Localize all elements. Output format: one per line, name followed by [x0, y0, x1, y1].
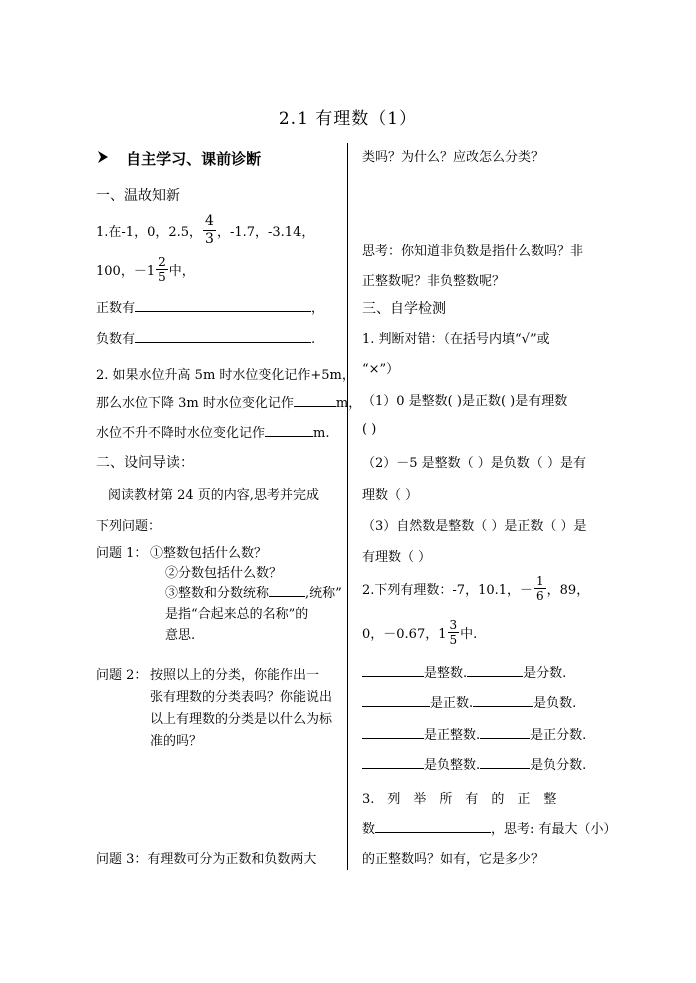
classify-row-4: 是负整数. 是负分数.	[362, 754, 586, 773]
judge-item-2: （2）－5 是整数（ ）是负数（ ）是有	[362, 456, 586, 471]
fraction-three-fifths: $\frac{3}{5}$	[449, 617, 458, 647]
answer-blank[interactable]	[480, 726, 530, 739]
answer-blank[interactable]	[362, 756, 424, 769]
problem-1-item-2: ②分数包括什么数？	[165, 566, 283, 581]
question-1-line-2: 100，－1 $\frac{2}{5}$ 中，	[96, 254, 195, 284]
answer-blank[interactable]	[467, 664, 523, 677]
answer-blank[interactable]	[265, 424, 313, 437]
fraction-one-sixth: $\frac{1}{6}$	[536, 573, 544, 603]
enumerate-question-cont: 数 ，思考: 有最大（小）	[362, 822, 617, 837]
problem-1-item-3-end: 意思.	[165, 628, 196, 643]
judge-item-1-cont: ( )	[362, 422, 377, 437]
problem-2-label: 问题 2：	[96, 668, 148, 683]
answer-blank[interactable]	[135, 299, 311, 312]
judge-instruction: 1. 判断对错：（在括号内填“√”或	[362, 332, 550, 347]
question-2-line-2: 那么水位下降 3m 时水位变化记作 m，	[96, 396, 362, 411]
answer-blank[interactable]	[362, 694, 430, 707]
problem-2-line-1: 按照以上的分类，你能作出一	[150, 668, 320, 683]
answer-blank[interactable]	[473, 694, 533, 707]
enumerate-question: 3. 列 举 所 有 的 正 整	[362, 792, 557, 807]
reading-instruction-cont: 下列问题：	[96, 519, 162, 534]
classify-row-3: 是正整数. 是正分数.	[362, 724, 586, 743]
problem-2-line-4: 准的吗？	[150, 734, 203, 749]
judge-item-3: （3）自然数是整数（ ）是正数（ ）是	[362, 519, 587, 534]
problem-1-item-3-cont: 是指“合起来总的名称”的	[165, 607, 309, 622]
question-2-line-1: 2. 如果水位升高 5m 时水位变化记作+5m，	[96, 368, 355, 383]
fraction-four-thirds: $\frac{4}{3}$	[205, 212, 214, 247]
problem-2-line-2: 张有理数的分类表吗？你能说出	[150, 690, 333, 705]
answer-blank[interactable]	[269, 584, 305, 597]
answer-blank[interactable]	[362, 664, 424, 677]
classify-row-1: 是整数. 是分数.	[362, 662, 566, 681]
negative-numbers-line: 负数有 .	[96, 332, 316, 347]
answer-blank[interactable]	[480, 756, 530, 769]
enumerate-question-end: 的正整数吗？如有，它是多少？	[362, 852, 545, 867]
question-1-line-1: 1.在-1，0，2.5， $\frac{4}{3}$ ，-1.7，-3.14，	[96, 212, 315, 247]
answer-blank[interactable]	[375, 820, 491, 833]
answer-blank[interactable]	[294, 394, 336, 407]
problem-1-label: 问题 1：	[96, 546, 148, 561]
answer-blank[interactable]	[135, 330, 311, 343]
subsection-title: 一、温故知新	[96, 188, 180, 204]
problem-2-line-3: 以上有理数的分类是以什么为标	[150, 712, 333, 727]
think-line-1: 思考：你知道非负数是指什么数吗？非	[362, 244, 584, 259]
problem-3-cont: 类吗？为什么？应改怎么分类？	[362, 150, 545, 165]
problem-1-item-1: ①整数包括什么数？	[150, 546, 268, 561]
column-divider	[347, 143, 348, 870]
reading-instruction: 阅读教材第 24 页的内容,思考并完成	[108, 488, 319, 503]
judge-item-2-cont: 理数（ ）	[362, 488, 419, 503]
problem-3: 问题 3：有理数可分为正数和负数两大	[96, 852, 317, 867]
arrow-bullet-icon	[96, 150, 110, 168]
section-header	[96, 148, 261, 169]
list-question-line-2: 0，－0.67，1 $\frac{3}{5}$ 中.	[362, 617, 478, 647]
positive-numbers-line: 正数有 ，	[96, 301, 325, 316]
subsection-title: 三、自学检测	[362, 301, 446, 317]
section-title: 自主学习、课前诊断	[126, 150, 262, 168]
judge-item-3-cont: 有理数（ ）	[362, 550, 432, 565]
judge-item-1: （1）0 是整数( )是正数( )是有理数	[362, 394, 568, 409]
subsection-title: 二、设问导读：	[96, 455, 194, 471]
judge-instruction-cont: “×”）	[362, 362, 400, 377]
answer-blank[interactable]	[362, 726, 424, 739]
list-question-line-1: 2.下列有理数：-7，10.1，－ $\frac{1}{6}$ ，89，	[362, 573, 590, 603]
think-line-2: 正整数呢？非负整数呢？	[362, 274, 506, 289]
fraction-two-fifths: $\frac{2}{5}$	[158, 254, 166, 284]
question-2-line-3: 水位不升不降时水位变化记作 m.	[96, 426, 330, 441]
classify-row-2: 是正数. 是负数.	[362, 692, 576, 711]
page-title: 2.1 有理数（1）	[278, 109, 418, 129]
problem-1-item-3: ③整数和分数统称 ,统称”	[165, 586, 342, 601]
